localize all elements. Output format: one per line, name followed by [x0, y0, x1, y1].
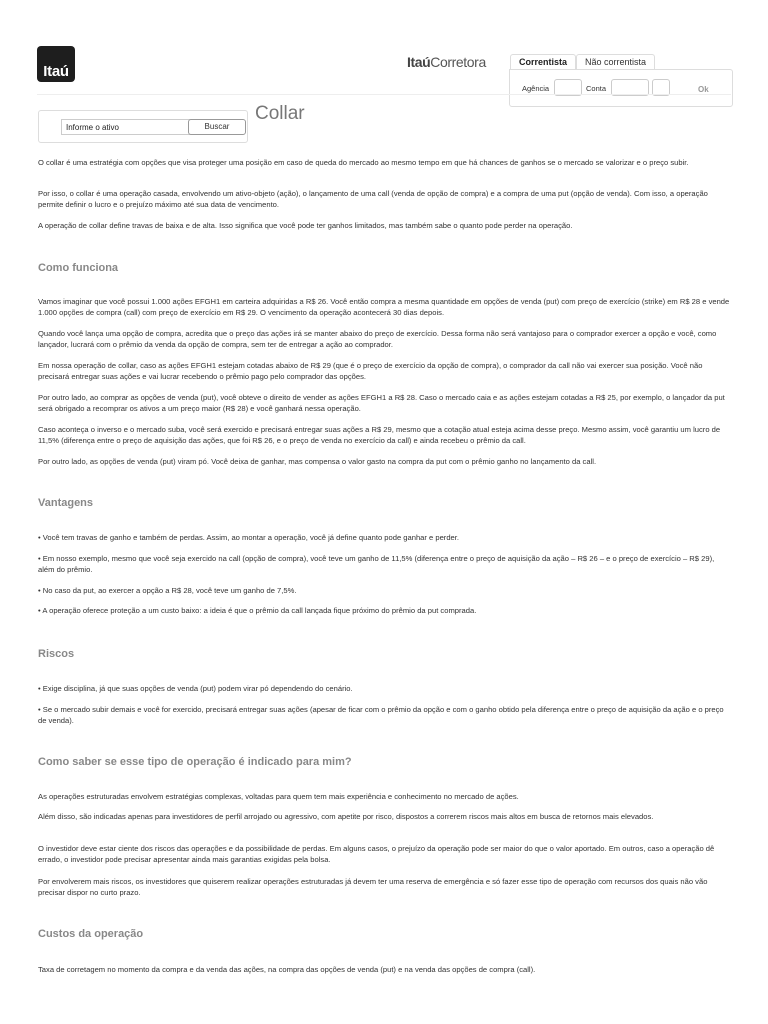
paragraph: Vamos imaginar que você possui 1.000 ações EFGH1 em carteira adquiridas a R$ 26. Você então compra a mesma quantidade em opções de venda (put) com preço de exercício (strike) em R$ 28 e vende 1.000 opções de compra (call) com preço de exercício em R$ 29. O vencimento da operação acontecerá 30 dias depois.: [38, 297, 730, 317]
asset-search: [38, 110, 248, 143]
intro-paragraph: A operação de collar define travas de baixa e de alta. Isso significa que você pode ter ganhos limitados, mas também sabe o quanto pode perder na operação.: [38, 221, 573, 230]
intro-paragraph: O collar é uma estratégia com opções que visa proteger uma posição em caso de queda do mercado ao mesmo tempo em que há chances de ganhos se o mercado se valorizar e o preço subir.: [38, 158, 689, 167]
ok-button[interactable]: Ok: [698, 85, 709, 94]
list-item: • Se o mercado subir demais e você for exercido, precisará entregar suas ações (apesar de ficar com o prêmio da opção e com o ganho obtido pela diferença entre o preço de aquisição da ação e o preço de venda).: [38, 705, 724, 725]
paragraph: Por outro lado, as opções de venda (put) viram pó. Você deixa de ganhar, mas compensa o valor gasto na compra da put com o prêmio ganho no lançamento da call.: [38, 457, 597, 466]
brand-bold: Itaú: [407, 54, 431, 70]
brand-name: [407, 54, 486, 70]
section-heading-indicado: Como saber se esse tipo de operação é indicado para mim?: [38, 756, 352, 768]
paragraph: O investidor deve estar ciente dos riscos das operações e da possibilidade de perdas. Em alguns casos, o prejuízo da operação pode ser maior do que o valor aportado. Em outros, caso a operação dê errado, o investidor pode precisar apresentar ainda mais garantias exigidas pela bolsa.: [38, 844, 715, 864]
tab-correntista[interactable]: Correntista: [510, 54, 576, 69]
paragraph: Caso aconteça o inverso e o mercado suba, você será exercido e precisará entregar suas ações a R$ 29, mesmo que a cotação atual esteja acima desse preço. Mesmo assim, você garantiu um lucro de 11,5% (diferença entre o preço de aquisição das ações, que foi R$ 26, e o preço de venda no exercício da call) e ainda recebeu o prêmio da call.: [38, 425, 721, 445]
paragraph: As operações estruturadas envolvem estratégias complexas, voltadas para quem tem mais experiência e conhecimento no mercado de ações.: [38, 792, 519, 801]
intro-paragraph: Por isso, o collar é uma operação casada, envolvendo um ativo-objeto (ação), o lançamento de uma call (venda de opção de compra) e a compra de uma put (opção de venda). Com isso, a operação permite definir o lucro e o prejuízo máximo até sua data de vencimento.: [38, 189, 708, 209]
itau-logo[interactable]: [37, 46, 75, 82]
asset-search-input[interactable]: Informe o ativo: [61, 119, 221, 135]
header-divider: [37, 94, 731, 95]
list-item: • No caso da put, ao exercer a opção a R$ 28, você teve um ganho de 7,5%.: [38, 586, 297, 595]
section-heading-riscos: Riscos: [38, 648, 75, 660]
conta-label: Conta: [586, 84, 607, 93]
list-item: • Exige disciplina, já que suas opções de venda (put) podem virar pó dependendo do cenário.: [38, 684, 353, 693]
brand-rest: Corretora: [430, 54, 486, 70]
logo-text: Itaú: [43, 63, 69, 80]
login-tabs: [510, 54, 655, 69]
section-heading-vantagens: Vantagens: [38, 497, 94, 509]
page-title: Collar: [255, 103, 305, 124]
section-heading-como-funciona: Como funciona: [38, 262, 119, 274]
paragraph: Taxa de corretagem no momento da compra e da venda das ações, na compra das opções de venda (put) e na venda das opções de compra (call).: [38, 965, 536, 974]
list-item: • Em nosso exemplo, mesmo que você seja exercido na call (opção de compra), você teve um ganho de 11,5% (diferença entre o preço de aquisição da ação – R$ 26 – e o preço de exercício – R$ 29), além do prêmio.: [38, 554, 715, 574]
tab-nao-correntista[interactable]: Não correntista: [576, 54, 655, 69]
login-form: [509, 69, 733, 107]
buscar-button[interactable]: Buscar: [188, 119, 246, 135]
agencia-label: Agência: [522, 84, 550, 93]
paragraph: Em nossa operação de collar, caso as ações EFGH1 estejam cotadas abaixo de R$ 29 (que é o preço de exercício da opção de compra), o comprador da call não vai exercer sua posição. Você não precisará entregar suas ações e vai lucrar recebendo o prêmio pago pelo comprador das opções.: [38, 361, 703, 381]
paragraph: Quando você lança uma opção de compra, acredita que o preço das ações irá se manter abaixo do preço de exercício. Dessa forma não será vantajoso para o comprador exercer a opção e você, como lançador, lucrará com o prêmio da venda da opção de compra, sem ter de entregar a ação ao comprador.: [38, 329, 717, 349]
section-heading-custos: Custos da operação: [38, 928, 144, 940]
paragraph: Por outro lado, ao comprar as opções de venda (put), você obteve o direito de vender as ações EFGH1 a R$ 28. Caso o mercado caia e as ações estejam cotadas a R$ 25, por exemplo, o lançador da put será obrigado a recomprar os ativos a um preço maior (R$ 28) e você ganhará nessa operação.: [38, 393, 725, 413]
list-item: • A operação oferece proteção a um custo baixo: a ideia é que o prêmio da call lançada fique próximo do prêmio da put comprada.: [38, 606, 477, 615]
list-item: • Você tem travas de ganho e também de perdas. Assim, ao montar a operação, você já define quanto pode ganhar e perder.: [38, 533, 460, 542]
paragraph: Além disso, são indicadas apenas para investidores de perfil arrojado ou agressivo, com apetite por risco, dispostos a correrem riscos mais altos em busca de retornos mais elevados.: [38, 812, 654, 821]
paragraph: Por envolverem mais riscos, os investidores que quiserem realizar operações estruturadas já devem ter uma reserva de emergência e só fazer esse tipo de operação com recursos dos quais não vão precisar dispor no curto prazo.: [38, 877, 708, 897]
